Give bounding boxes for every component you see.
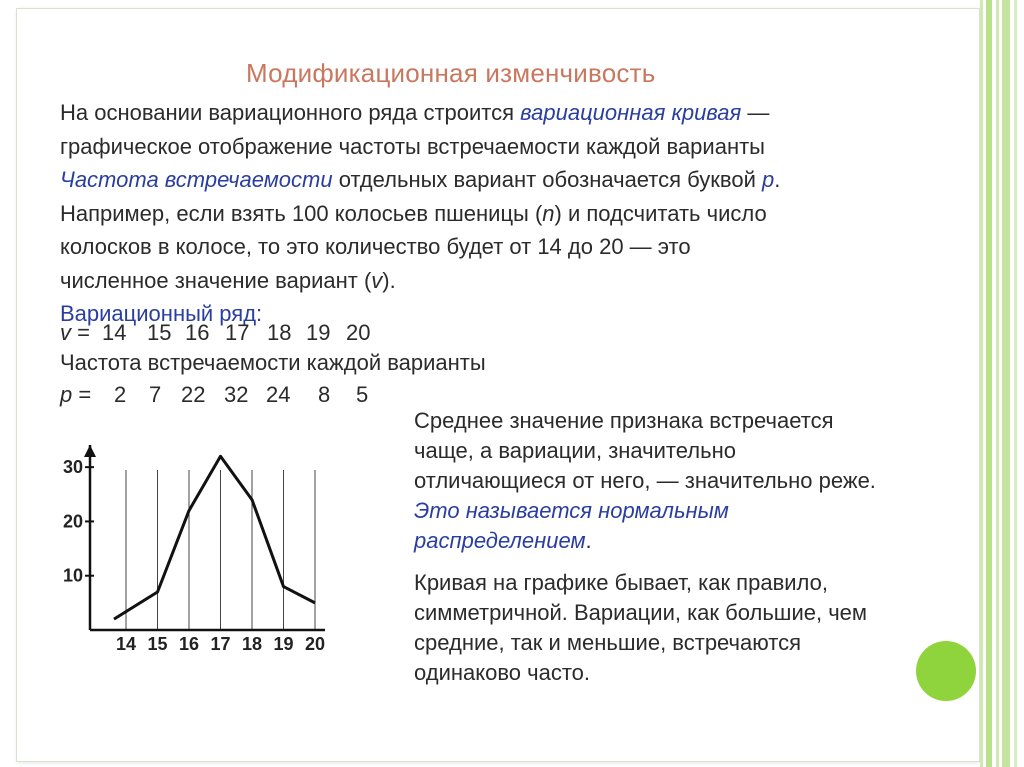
slide-title: Модификационная изменчивость xyxy=(246,58,656,88)
frequency-value: 24 xyxy=(266,382,291,407)
variant-value: 15 xyxy=(147,320,172,345)
chart-grid xyxy=(126,470,315,630)
intro-paragraph xyxy=(60,96,910,331)
frequency-value: 22 xyxy=(181,382,206,407)
explanation-paragraph-1 xyxy=(414,406,884,556)
intro-line-1 xyxy=(60,96,910,130)
intro-line-3 xyxy=(60,163,910,197)
intro-text: отдельных вариант обозначается буквой xyxy=(332,167,762,192)
term-variation-curve: вариационная кривая xyxy=(520,100,742,125)
variation-curve-chart xyxy=(40,430,340,660)
x-tick-label: 14 xyxy=(115,634,137,654)
x-tick-label: 18 xyxy=(241,634,263,654)
series-symbol-p: p xyxy=(60,382,73,407)
intro-text: ). xyxy=(382,267,396,293)
variant-value: 14 xyxy=(102,320,127,345)
intro-text: — xyxy=(741,100,770,125)
variation-series-heading: Вариационный ряд: xyxy=(60,301,263,326)
explanation-text-span: Среднее значение признака встречается чаще, а вариации, значительно отличающиеся от него, — значительно реже. xyxy=(414,408,876,493)
variant-value: 18 xyxy=(267,320,292,345)
variant-value: 16 xyxy=(185,320,210,345)
x-tick-label: 19 xyxy=(273,634,294,654)
intro-line-6 xyxy=(60,264,910,298)
y-tick-label: 10 xyxy=(62,565,83,586)
frequency-value: 2 xyxy=(114,382,127,407)
explanation-paragraph-2: Кривая на графике бывает, как правило, симметричной. Вариации, как большие, чем средние, так и меньшие, встречаются одинаково часто. xyxy=(414,570,868,685)
series-symbol-v: v xyxy=(60,320,71,345)
x-tick-label: 17 xyxy=(210,634,231,654)
y-axis-arrow xyxy=(84,445,96,457)
x-tick-label: 15 xyxy=(147,634,168,654)
variant-value: 17 xyxy=(225,320,250,345)
intro-line-5: колосков в колосе, то это количество будет от 14 до 20 — это xyxy=(60,234,691,259)
green-circle-decoration xyxy=(916,641,976,701)
y-tick-label: 30 xyxy=(62,457,83,478)
frequency-value: 7 xyxy=(149,382,162,407)
frequency-series-heading: Частота встречаемости каждой варианты xyxy=(60,350,486,375)
equals-sign: = xyxy=(71,320,90,345)
y-tick-label: 20 xyxy=(62,511,83,532)
frequency-value: 32 xyxy=(224,382,249,407)
x-tick-label: 16 xyxy=(178,634,200,654)
explanation-text xyxy=(414,406,884,700)
intro-text: На основании вариационного ряда строится xyxy=(60,100,521,125)
intro-text: . xyxy=(774,167,781,192)
equals-sign: = xyxy=(72,382,92,407)
intro-line-2: графическое отображение частоты встречаемости каждой варианты xyxy=(60,133,765,159)
variant-value: 20 xyxy=(346,320,371,345)
chart-series xyxy=(114,456,315,619)
frequency-series-row xyxy=(60,382,369,408)
variation-series-row xyxy=(60,320,371,346)
intro-line-4 xyxy=(60,197,910,231)
term-normal-distribution: Это называется нормальным распределением xyxy=(414,498,729,553)
intro-text: ) и подсчитать число xyxy=(554,200,767,226)
intro-text: численное значение вариант ( xyxy=(60,267,372,293)
frequency-value: 8 xyxy=(318,382,331,407)
intro-text: Например, если взять 100 колосьев пшеницы ( xyxy=(60,200,543,226)
chart-tick-labels xyxy=(63,457,325,654)
variant-value: 19 xyxy=(306,320,331,345)
symbol-p: р xyxy=(761,167,775,192)
series-line xyxy=(114,456,315,619)
decorative-stripes xyxy=(978,0,1024,767)
explanation-text-span: . xyxy=(585,528,592,553)
frequency-value: 5 xyxy=(356,382,369,407)
chart-axes xyxy=(84,445,325,630)
x-tick-label: 20 xyxy=(304,634,326,654)
symbol-v: v xyxy=(371,267,383,293)
term-frequency: Частота встречаемости xyxy=(60,167,333,192)
symbol-n: n xyxy=(542,200,555,226)
